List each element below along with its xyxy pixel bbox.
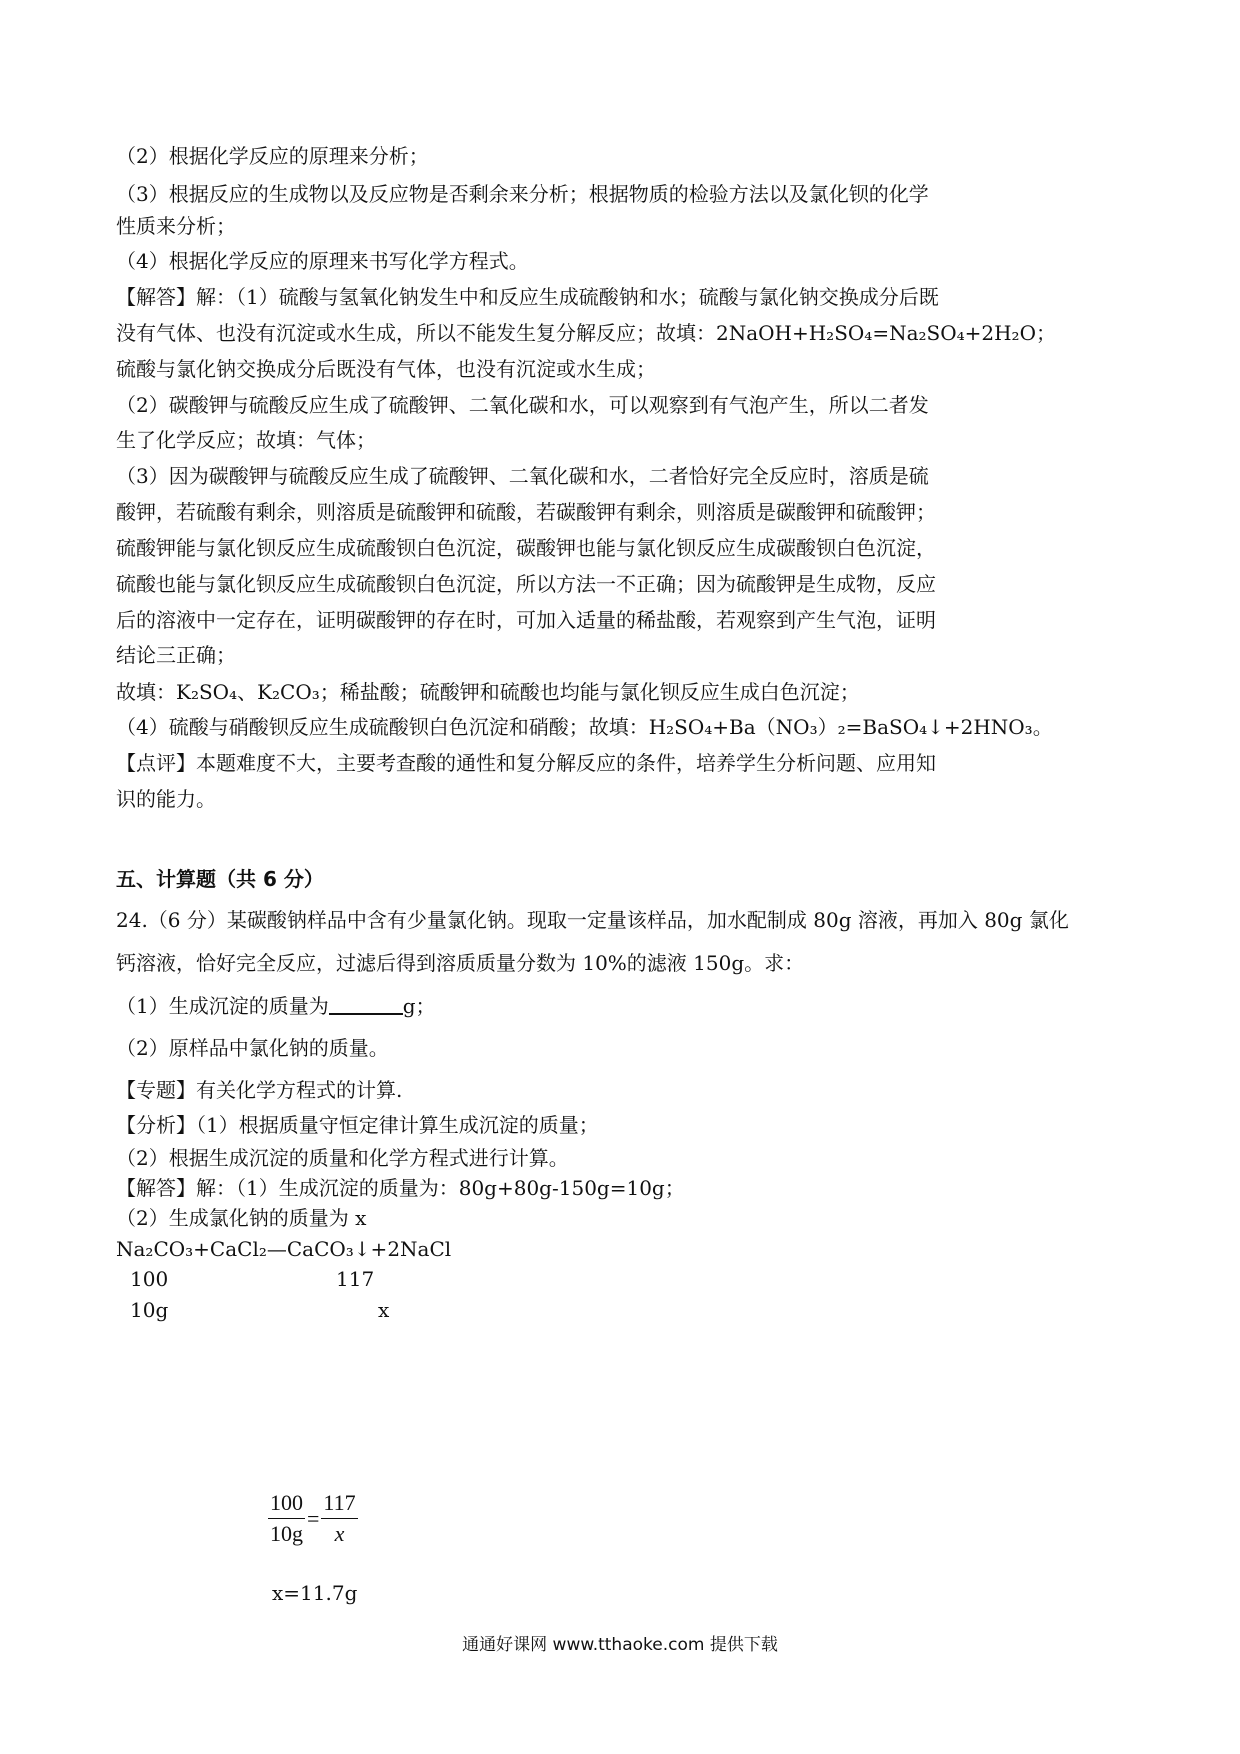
fraction-right xyxy=(321,1490,357,1547)
sub-question-1 xyxy=(116,993,436,1019)
fraction-left-numerator: 100 xyxy=(268,1490,305,1519)
sub-question-2: （2）原样品中氯化钠的质量。 xyxy=(116,1036,389,1060)
text-line: 酸钾，若硫酸有剩余，则溶质是硫酸钾和硫酸，若碳酸钾有剩余，则溶质是碳酸钾和硫酸钾； xyxy=(116,500,936,524)
question-line: 钙溶液，恰好完全反应，过滤后得到溶质质量分数为 10%的滤液 150g。求： xyxy=(116,951,805,975)
text-line: 结论三正确； xyxy=(116,643,236,667)
proportion-equation xyxy=(268,1490,358,1547)
text-line: 后的溶液中一定存在，证明碳酸钾的存在时，可加入适量的稀盐酸，若观察到产生气泡，证明 xyxy=(116,608,936,632)
analysis-line: 【分析】（1）根据质量守恒定律计算生成沉淀的质量； xyxy=(116,1113,599,1137)
molar-mass-right: 117 xyxy=(336,1267,375,1291)
topic-line: 【专题】有关化学方程式的计算. xyxy=(116,1078,403,1102)
text-line: 识的能力。 xyxy=(116,787,216,811)
fraction-left-denominator: 10g xyxy=(270,1521,303,1546)
text-line: 性质来分析； xyxy=(116,214,236,238)
text-line: （3）因为碳酸钾与硫酸反应生成了硫酸钾、二氧化碳和水，二者恰好完全反应时，溶质是硫 xyxy=(116,464,929,488)
given-mass-left: 10g xyxy=(130,1298,169,1322)
given-mass-right: x xyxy=(378,1298,390,1322)
text-line: （4）硫酸与硝酸钡反应生成硫酸钡白色沉淀和硝酸；故填：H₂SO₄+Ba（NO₃）₂=BaSO₄↓+2HNO₃。 xyxy=(116,715,1053,739)
question-line: 24.（6 分）某碳酸钠样品中含有少量氯化钠。现取一定量该样品，加水配制成 80g 溶液，再加入 80g 氯化 xyxy=(116,908,1069,932)
text-line: （4）根据化学反应的原理来书写化学方程式。 xyxy=(116,249,529,273)
text-line: （2）碳酸钾与硫酸反应生成了硫酸钾、二氧化碳和水，可以观察到有气泡产生，所以二者发 xyxy=(116,393,929,417)
equals-sign: = xyxy=(307,1505,320,1531)
text-line: 没有气体、也没有沉淀或水生成，所以不能发生复分解反应；故填：2NaOH+H₂SO₄=Na₂SO₄+2H₂O； xyxy=(116,321,1056,345)
text-line: （2）根据化学反应的原理来分析； xyxy=(116,144,429,168)
text-line: 硫酸也能与氯化钡反应生成硫酸钡白色沉淀，所以方法一不正确；因为硫酸钾是生成物，反应 xyxy=(116,572,936,596)
fraction-right-denominator: x xyxy=(334,1521,345,1546)
text-line: 生了化学反应；故填：气体； xyxy=(116,428,376,452)
text-line: 故填：K₂SO₄、K₂CO₃；稀盐酸；硫酸钾和硫酸也均能与氯化钡反应生成白色沉淀； xyxy=(116,680,860,704)
chemical-equation: Na₂CO₃+CaCl₂—CaCO₃↓+2NaCl xyxy=(116,1237,452,1261)
fraction-right-numerator: 117 xyxy=(321,1490,357,1519)
text-line: 硫酸与氯化钠交换成分后既没有气体，也没有沉淀或水生成； xyxy=(116,357,656,381)
fraction-left xyxy=(268,1490,305,1547)
answer-blank xyxy=(329,993,403,1015)
answer-line: （2）生成氯化钠的质量为 x xyxy=(116,1206,367,1230)
text-line: （3）根据反应的生成物以及反应物是否剩余来分析；根据物质的检验方法以及氯化钡的化学 xyxy=(116,182,929,206)
sub-question-1-prefix: （1）生成沉淀的质量为 xyxy=(116,994,329,1018)
page-footer: 通通好课网 www.tthaoke.com 提供下载 xyxy=(462,1635,778,1655)
sub-question-1-suffix: g； xyxy=(402,994,436,1018)
text-line: 【点评】本题难度不大，主要考查酸的通性和复分解反应的条件，培养学生分析问题、应用知 xyxy=(116,751,936,775)
section-title: 五、计算题（共 6 分） xyxy=(116,867,324,891)
analysis-line: （2）根据生成沉淀的质量和化学方程式进行计算。 xyxy=(116,1146,569,1170)
result-line: x=11.7g xyxy=(272,1581,358,1605)
answer-line: 【解答】解：（1）生成沉淀的质量为：80g+80g-150g=10g； xyxy=(116,1176,685,1200)
text-line: 硫酸钾能与氯化钡反应生成硫酸钡白色沉淀，碳酸钾也能与氯化钡反应生成碳酸钡白色沉淀， xyxy=(116,536,936,560)
molar-mass-left: 100 xyxy=(130,1267,169,1291)
text-line: 【解答】解：（1）硫酸与氢氧化钠发生中和反应生成硫酸钠和水；硫酸与氯化钠交换成分后既 xyxy=(116,285,939,309)
